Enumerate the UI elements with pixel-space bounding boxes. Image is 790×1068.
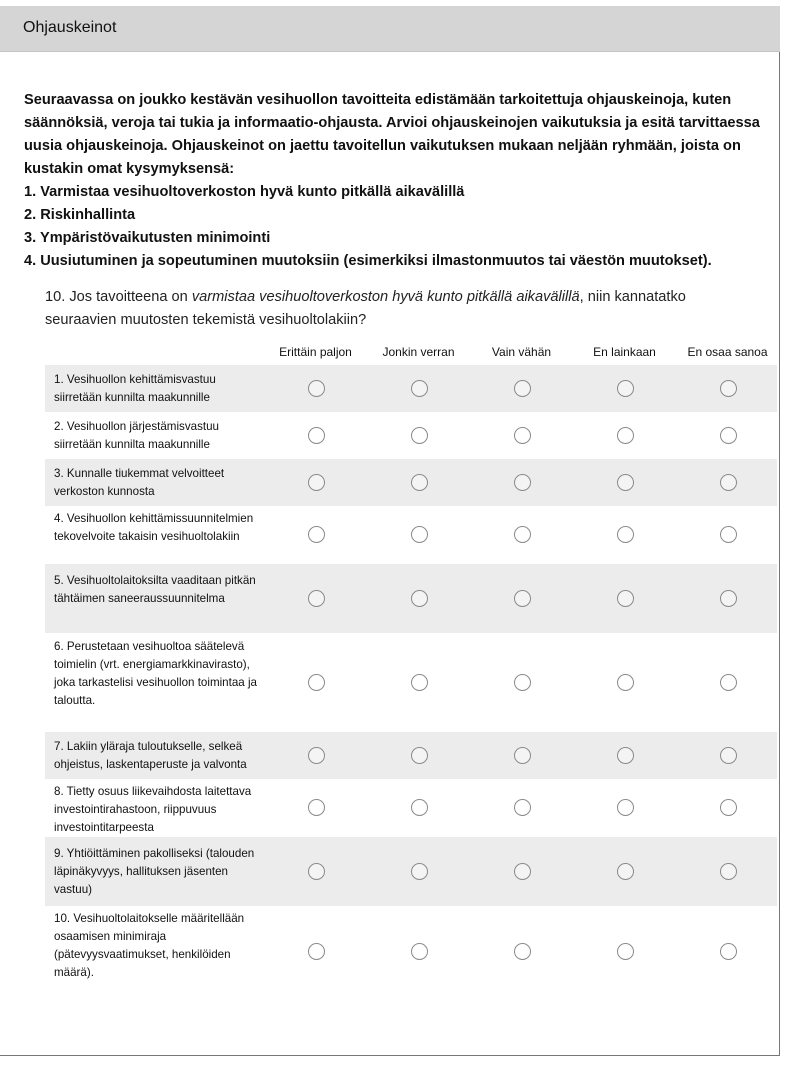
goal-item: 1. Varmistaa vesihuoltoverkoston hyvä kunto pitkällä aikavälillä	[24, 184, 465, 200]
radio-button[interactable]	[308, 474, 325, 491]
radio-button[interactable]	[308, 380, 325, 397]
radio-button[interactable]	[514, 799, 531, 816]
row-label: 5. Vesihuoltolaitoksilta vaaditaan pitkän tähtäimen saneeraussuunnitelma	[54, 574, 256, 605]
intro-paragraph: Seuraavassa on joukko kestävän vesihuollon tavoitteita edistämään tarkoitettuja ohjauskeinoja, kuten säännöksiä, veroja tai tukia ja informaatio-ohjausta. Arvioi ohjauskeinojen vaikutuksia ja esitä tarvittaessa uusia ohjauskeinoja. Ohjauskeinot on jaettu tavoitellun vaikutuksen mukaan neljään ryhmään, joista on kustakin omat kysymyksensä:	[24, 92, 760, 177]
radio-button[interactable]	[617, 590, 634, 607]
goal-list	[24, 181, 764, 273]
radio-button[interactable]	[720, 380, 737, 397]
radio-button[interactable]	[617, 943, 634, 960]
goal-item: 2. Riskinhallinta	[24, 207, 136, 223]
radio-button[interactable]	[308, 863, 325, 880]
radio-button[interactable]	[514, 590, 531, 607]
matrix-row	[45, 906, 777, 997]
column-header: Erittäin paljon	[279, 345, 352, 359]
radio-button[interactable]	[720, 863, 737, 880]
radio-button[interactable]	[308, 526, 325, 543]
radio-button[interactable]	[617, 474, 634, 491]
intro-text	[24, 89, 764, 273]
row-label: 6. Perustetaan vesihuoltoa säätelevä toimielin (vrt. energiamarkkinavirasto), joka tarkastelisi vesihuollon toimintaa ja taloutta.	[54, 640, 257, 707]
question-suffix: , niin kannatatko seuraavien muutosten tekemistä vesihuoltolakiin?	[45, 289, 686, 328]
radio-button[interactable]	[514, 474, 531, 491]
matrix-row	[45, 412, 777, 459]
matrix-row	[45, 506, 777, 564]
row-label: 9. Yhtiöittäminen pakolliseksi (talouden läpinäkyvyys, hallituksen jäsenten vastuu)	[54, 847, 255, 896]
radio-button[interactable]	[514, 863, 531, 880]
radio-button[interactable]	[617, 427, 634, 444]
radio-button[interactable]	[308, 747, 325, 764]
radio-button[interactable]	[411, 380, 428, 397]
radio-button[interactable]	[720, 526, 737, 543]
column-header: En lainkaan	[593, 345, 656, 359]
matrix-row	[45, 837, 777, 906]
radio-button[interactable]	[514, 674, 531, 691]
column-header: Jonkin verran	[382, 345, 455, 359]
matrix-row	[45, 459, 777, 506]
radio-button[interactable]	[720, 427, 737, 444]
section-header	[0, 6, 780, 52]
radio-button[interactable]	[720, 943, 737, 960]
radio-button[interactable]	[617, 674, 634, 691]
radio-button[interactable]	[308, 427, 325, 444]
question-text	[45, 286, 745, 332]
radio-button[interactable]	[411, 799, 428, 816]
row-label: 1. Vesihuollon kehittämisvastuu siirretään kunnilta maakunnille	[54, 373, 216, 404]
radio-button[interactable]	[308, 943, 325, 960]
row-label: 8. Tietty osuus liikevaihdosta laitettava investointirahastoon, riippuvuus investointitarpeesta	[54, 785, 252, 834]
row-label: 7. Lakiin yläraja tuloutukselle, selkeä ohjeistus, laskentaperuste ja valvonta	[54, 740, 247, 771]
radio-button[interactable]	[720, 799, 737, 816]
row-label: 4. Vesihuollon kehittämissuunnitelmien tekovelvoite takaisin vesihuoltolakiin	[54, 512, 254, 543]
radio-button[interactable]	[514, 526, 531, 543]
matrix-row	[45, 564, 777, 633]
radio-button[interactable]	[514, 943, 531, 960]
radio-button[interactable]	[720, 674, 737, 691]
radio-button[interactable]	[514, 747, 531, 764]
radio-button[interactable]	[411, 674, 428, 691]
radio-button[interactable]	[308, 590, 325, 607]
matrix-column-headers	[264, 345, 780, 363]
radio-button[interactable]	[411, 943, 428, 960]
radio-button[interactable]	[617, 380, 634, 397]
radio-button[interactable]	[308, 674, 325, 691]
goal-item: 3. Ympäristövaikutusten minimointi	[24, 230, 271, 246]
matrix-row	[45, 633, 777, 732]
radio-button[interactable]	[411, 474, 428, 491]
column-header: En osaa sanoa	[687, 345, 768, 359]
radio-button[interactable]	[411, 863, 428, 880]
radio-button[interactable]	[411, 590, 428, 607]
question-prefix: 10. Jos tavoitteena on	[45, 289, 192, 305]
radio-button[interactable]	[720, 747, 737, 764]
matrix-row	[45, 779, 777, 837]
matrix-rows	[45, 365, 777, 997]
goal-item: 4. Uusiutuminen ja sopeutuminen muutoksiin (esimerkiksi ilmastonmuutos tai väestön muutokset).	[24, 253, 712, 269]
matrix-row	[45, 732, 777, 779]
radio-button[interactable]	[308, 799, 325, 816]
radio-button[interactable]	[720, 474, 737, 491]
radio-button[interactable]	[411, 526, 428, 543]
radio-button[interactable]	[617, 526, 634, 543]
radio-button[interactable]	[411, 747, 428, 764]
radio-button[interactable]	[720, 590, 737, 607]
radio-button[interactable]	[617, 747, 634, 764]
column-header: Vain vähän	[491, 345, 552, 359]
radio-button[interactable]	[514, 427, 531, 444]
row-label: 2. Vesihuollon järjestämisvastuu siirretään kunnilta maakunnille	[54, 420, 219, 451]
radio-button[interactable]	[617, 863, 634, 880]
radio-button[interactable]	[514, 380, 531, 397]
row-label: 3. Kunnalle tiukemmat velvoitteet verkoston kunnosta	[54, 467, 225, 498]
section-title: Ohjauskeinot	[23, 19, 117, 36]
radio-button[interactable]	[411, 427, 428, 444]
question-emphasis: varmistaa vesihuoltoverkoston hyvä kunto pitkällä aikavälillä	[191, 289, 580, 305]
radio-button[interactable]	[617, 799, 634, 816]
row-label: 10. Vesihuoltolaitokselle määritellään osaamisen minimiraja (pätevyysvaatimukset, henkilöiden määrä).	[54, 912, 245, 979]
matrix-row	[45, 365, 777, 412]
